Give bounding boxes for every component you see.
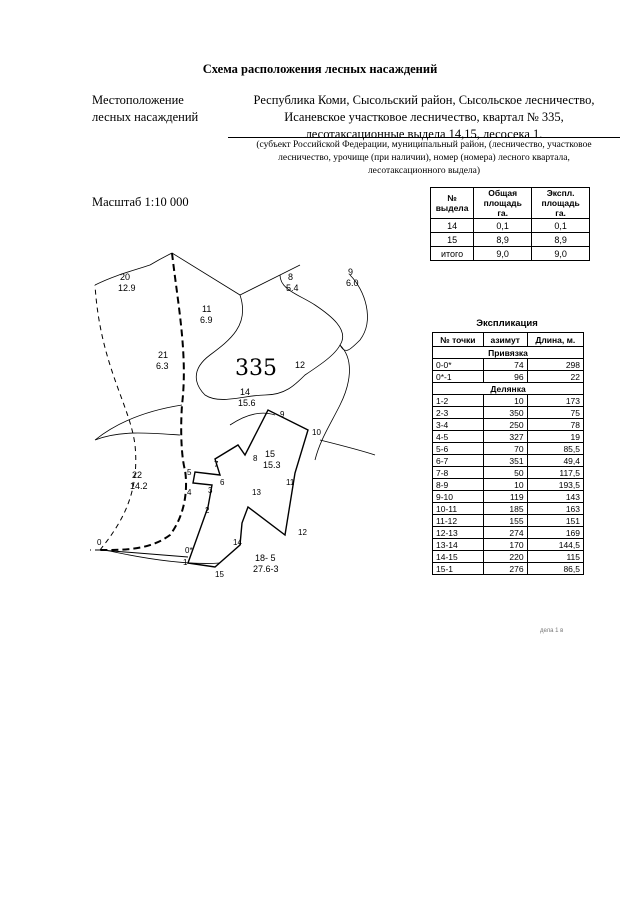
parcel-area: 6.9	[200, 315, 213, 325]
table-cell: 5-6	[433, 443, 484, 455]
table-cell: 8,9	[532, 233, 590, 247]
table-row	[433, 431, 584, 443]
parcel-area: 27.6-3	[253, 564, 279, 574]
explication-header	[433, 333, 584, 347]
section-row	[433, 383, 584, 395]
table-row	[433, 407, 584, 419]
location-value-line: Республика Коми, Сысольский район, Сысольское лесничество,	[253, 93, 595, 107]
table-cell: 10	[483, 479, 527, 491]
table-cell: 6-7	[433, 455, 484, 467]
column-header: № выдела	[431, 188, 474, 219]
parcel-id: 14	[240, 387, 251, 397]
table-cell: 144,5	[527, 539, 583, 551]
column-header: Длина, м.	[527, 333, 583, 347]
area-table	[430, 187, 590, 261]
table-row	[433, 503, 584, 515]
area-table-header	[431, 188, 590, 219]
table-cell: 7-8	[433, 467, 484, 479]
survey-point-label: 9	[280, 410, 285, 419]
table-cell: 85,5	[527, 443, 583, 455]
table-cell: 3-4	[433, 419, 484, 431]
table-cell: 12-13	[433, 527, 484, 539]
survey-point-label: 2	[205, 506, 210, 515]
table-row	[433, 551, 584, 563]
parcel-boundary	[95, 253, 172, 285]
survey-point-label: 7	[214, 460, 219, 469]
parcel-id: 8	[288, 272, 294, 282]
parcel-area: 12.9	[118, 283, 136, 293]
survey-point-label: 8	[253, 454, 258, 463]
parcel-area: 6.3	[156, 361, 169, 371]
table-cell: 70	[483, 443, 527, 455]
table-row	[433, 527, 584, 539]
table-cell: 0,1	[474, 219, 532, 233]
cut-plot-boundary	[188, 410, 308, 567]
location-value	[232, 92, 616, 143]
column-header: азимут	[483, 333, 527, 347]
table-cell: 163	[527, 503, 583, 515]
table-cell: 1-2	[433, 395, 484, 407]
table-cell: 115	[527, 551, 583, 563]
parcel-id: 21	[158, 350, 169, 360]
table-cell: 185	[483, 503, 527, 515]
table-cell: 169	[527, 527, 583, 539]
binding-line	[100, 550, 188, 557]
explication-table	[432, 332, 584, 575]
scale-label: Масштаб 1:10 000	[92, 195, 189, 209]
parcel-boundary	[172, 253, 300, 295]
table-row	[433, 419, 584, 431]
parcel-id: 18- 5	[255, 553, 276, 563]
table-cell: 151	[527, 515, 583, 527]
table-cell: 22	[527, 371, 583, 383]
table-cell: 14	[431, 219, 474, 233]
table-cell: 15-1	[433, 563, 484, 575]
survey-point-label: 6	[220, 478, 225, 487]
table-cell: 50	[483, 467, 527, 479]
parcel-id: 12	[295, 360, 306, 370]
table-row	[431, 247, 590, 261]
parcel-area: 15.6	[238, 398, 256, 408]
parcel-area: 5.4	[286, 283, 299, 293]
page-title: Схема расположения лесных насаждений	[202, 62, 438, 76]
column-header: № точки	[433, 333, 484, 347]
survey-point-label: 1	[183, 558, 188, 567]
table-row	[433, 395, 584, 407]
parcel-area: 15.3	[263, 460, 281, 470]
quarter-boundary	[90, 285, 136, 550]
cut-off-note: дела 1 в	[540, 628, 564, 634]
survey-point-label: 14	[233, 538, 242, 547]
table-row	[433, 479, 584, 491]
survey-point-label: 11	[286, 478, 295, 487]
table-cell: 250	[483, 419, 527, 431]
parcel-area: 6.0	[346, 278, 359, 288]
location-label-line: лесных насаждений	[92, 110, 199, 124]
table-cell: 0*-1	[433, 371, 484, 383]
table-cell: 13-14	[433, 539, 484, 551]
table-cell: 11-12	[433, 515, 484, 527]
location-value-line: лесотаксационные выдела 14,15, лесосека 1.	[305, 127, 543, 141]
table-row	[433, 371, 584, 383]
survey-point-label: 10	[312, 428, 321, 437]
survey-point-label: 15	[215, 570, 224, 579]
table-cell: 193,5	[527, 479, 583, 491]
section-row	[433, 347, 584, 359]
forest-plot-map	[90, 245, 390, 590]
plot-rows	[433, 395, 584, 575]
table-row	[433, 515, 584, 527]
table-cell: 10	[483, 395, 527, 407]
table-row	[433, 455, 584, 467]
table-cell: 0,1	[532, 219, 590, 233]
table-row	[431, 233, 590, 247]
table-cell: 351	[483, 455, 527, 467]
table-row	[433, 359, 584, 371]
caption-line: (субъект Российской Федерации, муниципальный район, (лесничество, участковое	[256, 140, 592, 150]
quarter-boundary	[100, 253, 186, 550]
table-cell: 9-10	[433, 491, 484, 503]
caption-line: лесничество, урочище (при наличии), номер (номера) лесного квартала,	[278, 153, 570, 163]
table-cell: 19	[527, 431, 583, 443]
table-cell: 96	[483, 371, 527, 383]
table-cell: 14-15	[433, 551, 484, 563]
table-cell: 298	[527, 359, 583, 371]
table-cell: 9,0	[474, 247, 532, 261]
parcel-id: 20	[120, 272, 131, 282]
table-cell: 2-3	[433, 407, 484, 419]
table-cell: 143	[527, 491, 583, 503]
table-cell: 8-9	[433, 479, 484, 491]
table-cell: итого	[431, 247, 474, 261]
table-row	[433, 443, 584, 455]
table-row	[433, 467, 584, 479]
table-cell: 86,5	[527, 563, 583, 575]
survey-point-label: 3	[208, 486, 213, 495]
table-cell: 10-11	[433, 503, 484, 515]
survey-point-label: 0*	[185, 546, 193, 555]
table-cell: 117,5	[527, 467, 583, 479]
table-row	[433, 563, 584, 575]
column-header: Экспл. площадь га.	[532, 188, 590, 219]
parcel-boundary	[95, 405, 182, 440]
survey-point-label: 12	[298, 528, 307, 537]
table-cell: 220	[483, 551, 527, 563]
table-row	[433, 491, 584, 503]
quarter-number: 335	[235, 356, 277, 381]
table-row	[433, 539, 584, 551]
table-row	[431, 219, 590, 233]
location-value-line: Исаневское участковое лесничество, квартал № 335,	[284, 110, 564, 124]
section-binding: Привязка	[433, 347, 584, 359]
binding-rows	[433, 359, 584, 383]
table-cell: 350	[483, 407, 527, 419]
table-cell: 49,4	[527, 455, 583, 467]
location-label	[92, 92, 198, 126]
divider	[228, 137, 620, 138]
location-caption	[232, 139, 616, 178]
location-label-line: Местоположение	[92, 93, 184, 107]
table-cell: 276	[483, 563, 527, 575]
table-cell: 8,9	[474, 233, 532, 247]
caption-line: лесотаксационного выдела)	[367, 166, 481, 176]
table-cell: 78	[527, 419, 583, 431]
table-cell: 119	[483, 491, 527, 503]
column-header: Общая площадь га.	[474, 188, 532, 219]
parcel-id: 22	[132, 470, 143, 480]
table-cell: 9,0	[532, 247, 590, 261]
table-cell: 0-0*	[433, 359, 484, 371]
parcel-id: 9	[348, 267, 354, 277]
survey-point-label: 0	[97, 538, 102, 547]
table-cell: 170	[483, 539, 527, 551]
table-cell: 4-5	[433, 431, 484, 443]
survey-point-label: 13	[252, 488, 261, 497]
table-cell: 155	[483, 515, 527, 527]
section-plot: Делянка	[433, 383, 584, 395]
parcel-area: 14.2	[130, 481, 148, 491]
survey-point-label: 5	[187, 468, 192, 477]
explication-title: Экспликация	[476, 318, 538, 329]
parcel-id: 11	[202, 304, 212, 314]
table-cell: 75	[527, 407, 583, 419]
table-cell: 327	[483, 431, 527, 443]
table-cell: 15	[431, 233, 474, 247]
table-cell: 274	[483, 527, 527, 539]
survey-point-label: 4	[187, 488, 192, 497]
table-cell: 173	[527, 395, 583, 407]
table-cell: 74	[483, 359, 527, 371]
parcel-id: 15	[265, 449, 276, 459]
